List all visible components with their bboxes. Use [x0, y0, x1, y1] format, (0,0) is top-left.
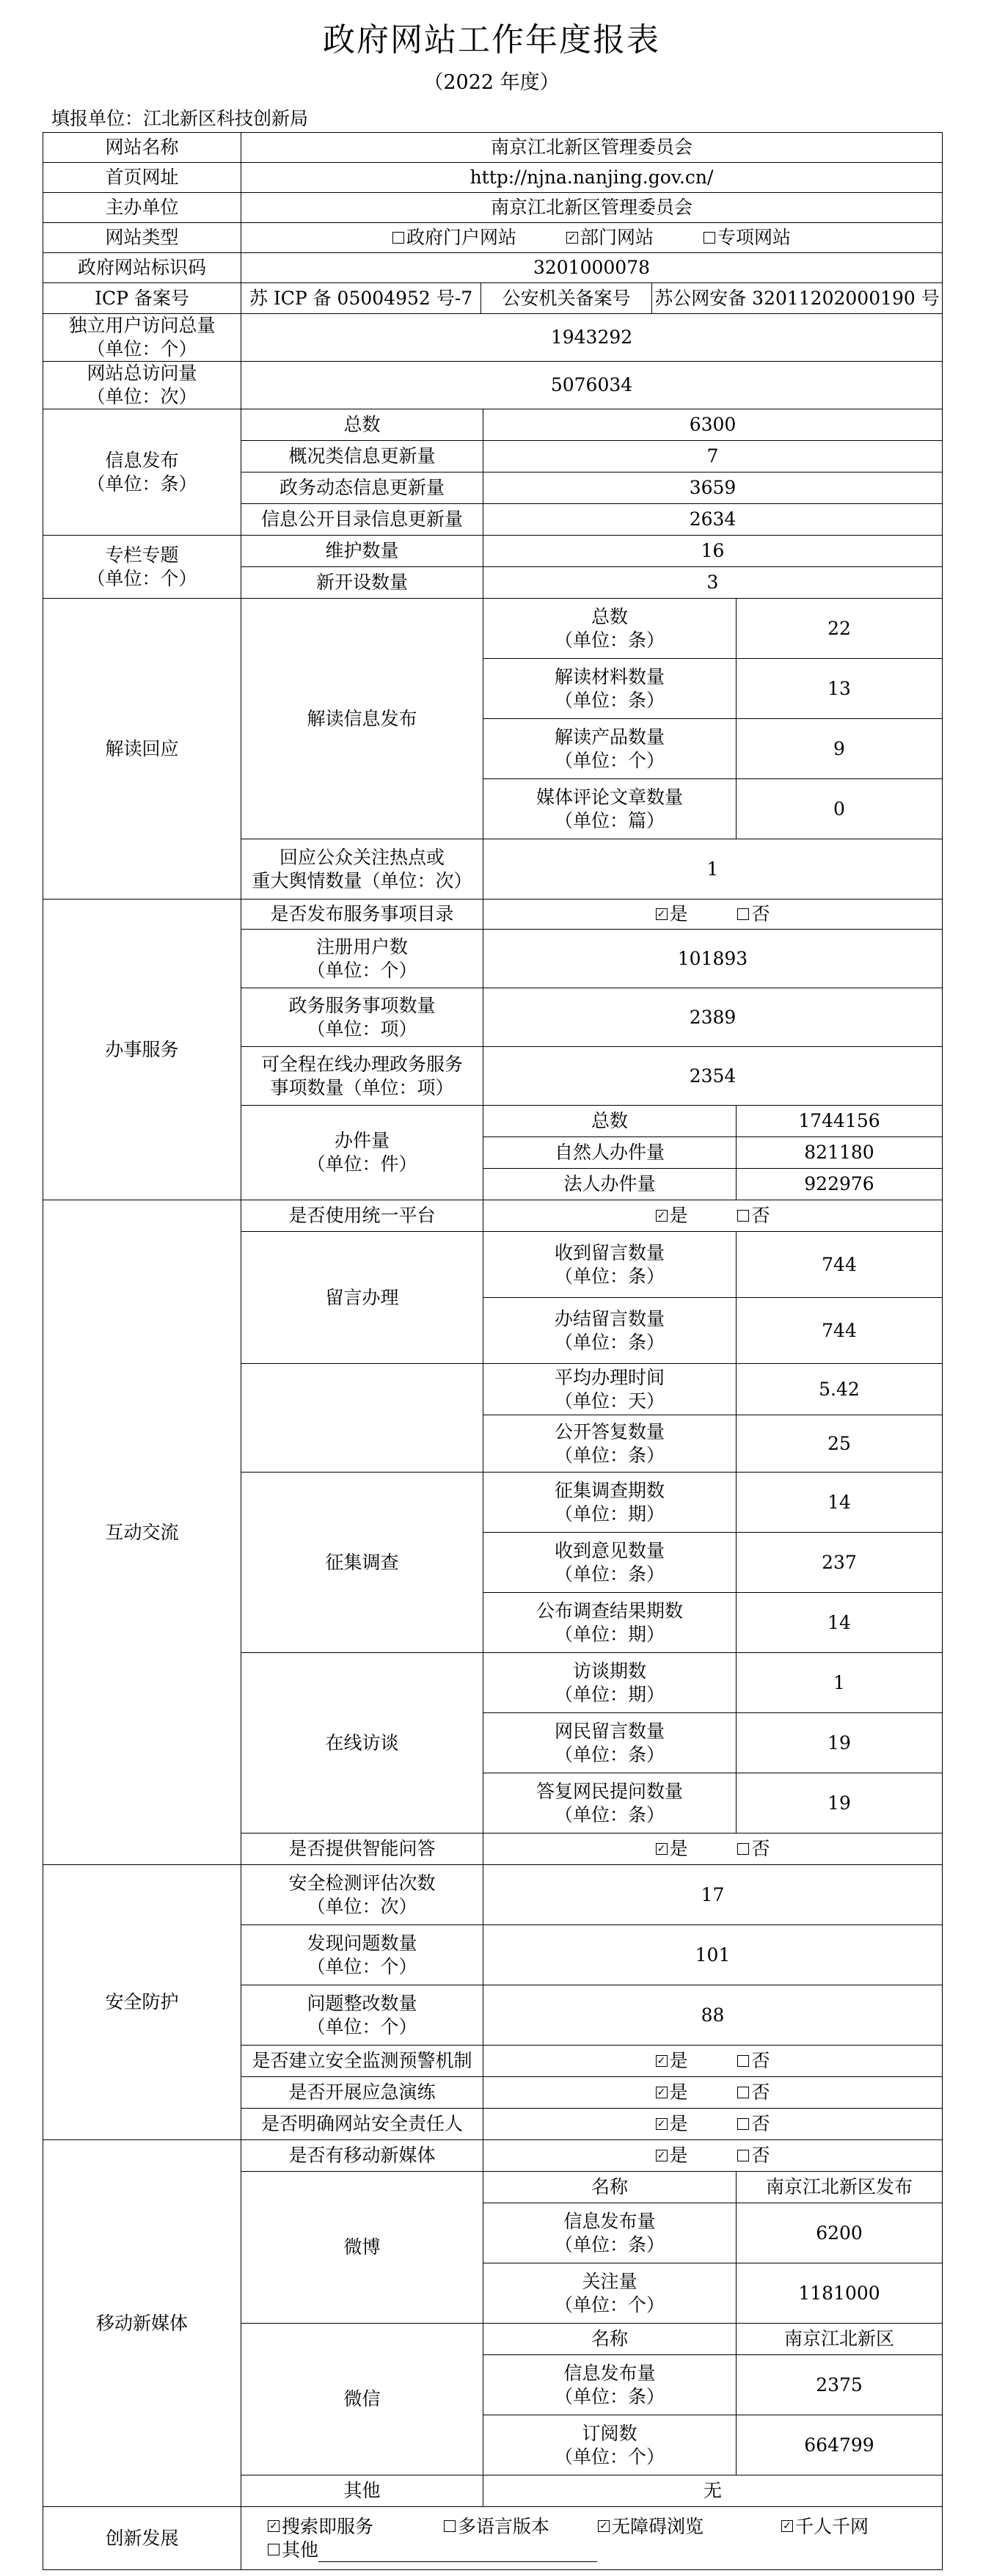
interact-msg-label: 留言办理	[241, 1232, 483, 1364]
media-has-answer: ✓ 是 否	[483, 2140, 943, 2172]
interp-response-label: 回应公众关注热点或 重大舆情数量（单位：次）	[241, 839, 483, 900]
security-drill-label: 是否开展应急演练	[241, 2077, 483, 2109]
interact-survey-row-label: 公布调查结果期数 （单位：期）	[483, 1593, 737, 1653]
interact-section-label: 互动交流	[43, 1200, 241, 1865]
other-underline	[318, 2547, 597, 2562]
checkbox-icon	[737, 2087, 749, 2098]
interact-survey-row-label: 收到意见数量 （单位：条）	[483, 1533, 737, 1593]
interact-qa-answer: ✓ 是 否	[483, 1834, 943, 1865]
interp-row-label: 总数 （单位：条）	[483, 599, 737, 659]
interact-survey-label: 征集调查	[241, 1473, 483, 1653]
info-row-value: 2634	[483, 504, 943, 536]
interact-msg-row-value: 25	[737, 1415, 943, 1473]
info-row-label: 总数	[241, 409, 483, 441]
interact-qa-label: 是否提供智能问答	[241, 1834, 483, 1865]
column-row-label: 新开设数量	[241, 567, 483, 599]
checkbox-icon	[444, 2520, 456, 2532]
security-row-label: 发现问题数量 （单位：个）	[241, 1925, 483, 1985]
filler-unit: 填报单位：江北新区科技创新局	[51, 108, 309, 129]
service-handle-row-label: 总数	[483, 1106, 737, 1137]
service-items-label: 政务服务事项数量 （单位：项）	[241, 988, 483, 1047]
media-wechat-label: 微信	[241, 2324, 483, 2475]
interact-msg-row-label: 公开答复数量 （单位：条）	[483, 1415, 737, 1473]
media-wechat-row-label: 订阅数 （单位：个）	[483, 2415, 737, 2475]
checkbox-checked-icon: ✓	[656, 908, 668, 920]
column-row-value: 3	[483, 567, 943, 599]
innovation-section-label: 创新发展	[43, 2507, 241, 2570]
service-handle-row-value: 821180	[737, 1137, 943, 1169]
checkbox-checked-icon: ✓	[781, 2520, 793, 2532]
column-section-label: 专栏专题 （单位：个）	[43, 536, 241, 599]
column-row-label: 维护数量	[241, 536, 483, 567]
police-number: 苏公网安备 32011202000190 号	[654, 287, 940, 309]
security-row-value: 101	[483, 1925, 943, 1985]
interact-msg-row-value: 744	[737, 1298, 943, 1364]
site-type-options: 政府门户网站 ✓ 部门网站 专项网站	[241, 223, 943, 253]
host: 南京江北新区管理委员会	[241, 193, 943, 223]
site-code: 3201000078	[241, 253, 943, 283]
info-row-value: 3659	[483, 472, 943, 504]
checkbox-icon	[268, 2544, 279, 2555]
report-title: 政府网站工作年度报表	[323, 21, 660, 59]
checkbox-checked-icon: ✓	[656, 1843, 668, 1855]
checkbox-checked-icon: ✓	[656, 2150, 668, 2161]
interact-msg-row-value: 5.42	[737, 1364, 943, 1415]
media-weibo-row-value: 6200	[737, 2203, 943, 2263]
site-type-label: 网站类型	[43, 223, 241, 253]
security-row-label: 安全检测评估次数 （单位：次）	[241, 1865, 483, 1925]
security-section-label: 安全防护	[43, 1865, 241, 2140]
media-weibo-row-value: 1181000	[737, 2263, 943, 2324]
interact-msg-blank	[241, 1364, 483, 1473]
interp-row-label: 解读材料数量 （单位：条）	[483, 659, 737, 719]
site-name: 南京江北新区管理委员会	[241, 133, 943, 163]
checkbox-checked-icon: ✓	[656, 2118, 668, 2130]
interact-talk-row-value: 19	[737, 1713, 943, 1773]
home-url-label: 首页网址	[43, 163, 241, 193]
interp-section-label: 解读回应	[43, 599, 241, 900]
info-row-value: 6300	[483, 409, 943, 441]
home-url: http://njna.nanjing.gov.cn/	[241, 163, 943, 193]
media-weibo-row-label: 信息发布量 （单位：条）	[483, 2203, 737, 2263]
host-label: 主办单位	[43, 193, 241, 223]
checkbox-icon	[737, 1843, 749, 1855]
interact-platform-label: 是否使用统一平台	[241, 1200, 483, 1232]
checkbox-checked-icon: ✓	[656, 2087, 668, 2098]
media-other-value: 无	[483, 2475, 943, 2507]
interact-survey-row-value: 237	[737, 1533, 943, 1593]
interact-talk-row-label: 答复网民提问数量 （单位：条）	[483, 1773, 737, 1834]
site-name-label: 网站名称	[43, 133, 241, 163]
security-monitor-label: 是否建立安全监测预警机制	[241, 2046, 483, 2077]
checkbox-icon	[737, 1210, 749, 1222]
media-weibo-name-label: 名称	[483, 2172, 737, 2203]
media-has-label: 是否有移动新媒体	[241, 2140, 483, 2172]
media-weibo-label: 微博	[241, 2172, 483, 2324]
info-row-label: 信息公开目录信息更新量	[241, 504, 483, 536]
interact-talk-row-value: 19	[737, 1773, 943, 1834]
column-row-value: 16	[483, 536, 943, 567]
interp-row-label: 解读产品数量 （单位：个）	[483, 719, 737, 779]
media-weibo-name: 南京江北新区发布	[737, 2172, 943, 2203]
interact-talk-row-value: 1	[737, 1653, 943, 1713]
service-catalog-answer: ✓ 是 否	[483, 900, 943, 930]
security-monitor-answer: ✓ 是 否	[483, 2046, 943, 2077]
media-other-label: 其他	[241, 2475, 483, 2507]
security-drill-answer: ✓ 是 否	[483, 2077, 943, 2109]
checkbox-checked-icon: ✓	[598, 2520, 610, 2532]
interp-row-value: 9	[737, 719, 943, 779]
service-catalog-label: 是否发布服务事项目录	[241, 900, 483, 930]
interact-survey-row-value: 14	[737, 1473, 943, 1533]
media-weibo-row-label: 关注量 （单位：个）	[483, 2263, 737, 2324]
checkbox-checked-icon: ✓	[656, 1210, 668, 1222]
service-handle-row-value: 922976	[737, 1169, 943, 1200]
media-wechat-name: 南京江北新区	[737, 2324, 943, 2355]
security-row-value: 88	[483, 1985, 943, 2046]
media-section-label: 移动新媒体	[43, 2140, 241, 2507]
police-label: 公安机关备案号	[481, 283, 652, 313]
interact-msg-row-label: 办结留言数量 （单位：条）	[483, 1298, 737, 1364]
site-code-label: 政府网站标识码	[43, 253, 241, 283]
interact-survey-row-value: 14	[737, 1593, 943, 1653]
checkbox-icon	[737, 2118, 749, 2130]
service-handle-row-label: 自然人办件量	[483, 1137, 737, 1169]
uv-value: 1943292	[241, 314, 943, 362]
interact-talk-row-label: 访谈期数 （单位：期）	[483, 1653, 737, 1713]
interp-row-value: 13	[737, 659, 943, 719]
checkbox-checked-icon: ✓	[268, 2520, 279, 2532]
interact-survey-row-label: 征集调查期数 （单位：期）	[483, 1473, 737, 1533]
service-online-label: 可全程在线办理政务服务 事项数量（单位：项）	[241, 1047, 483, 1106]
checkbox-checked-icon: ✓	[566, 232, 578, 244]
service-items-value: 2389	[483, 988, 943, 1047]
checkbox-icon	[737, 908, 749, 920]
service-section-label: 办事服务	[43, 900, 241, 1200]
interp-row-value: 0	[737, 779, 943, 839]
service-handle-row-label: 法人办件量	[483, 1169, 737, 1200]
service-online-value: 2354	[483, 1047, 943, 1106]
service-handle-label: 办件量 （单位：件）	[241, 1106, 483, 1200]
interp-sub-label: 解读信息发布	[241, 599, 483, 839]
security-row-label: 问题整改数量 （单位：个）	[241, 1985, 483, 2046]
interact-platform-answer: ✓ 是 否	[483, 1200, 943, 1232]
pv-label: 网站总访问量 （单位：次）	[43, 362, 241, 409]
interp-row-value: 22	[737, 599, 943, 659]
info-row-value: 7	[483, 441, 943, 472]
media-wechat-name-label: 名称	[483, 2324, 737, 2355]
report-table	[43, 132, 943, 2570]
service-handle-row-value: 1744156	[737, 1106, 943, 1137]
media-wechat-row-value: 664799	[737, 2415, 943, 2475]
service-users-value: 101893	[483, 930, 943, 988]
report-year: （2022 年度）	[423, 71, 560, 94]
security-owner-label: 是否明确网站安全责任人	[241, 2109, 483, 2140]
interact-talk-row-label: 网民留言数量 （单位：条）	[483, 1713, 737, 1773]
interp-row-label: 媒体评论文章数量 （单位：篇）	[483, 779, 737, 839]
icp-number: 苏 ICP 备 05004952 号-7	[241, 283, 481, 313]
security-owner-answer: ✓ 是 否	[483, 2109, 943, 2140]
info-section-label: 信息发布 （单位：条）	[43, 409, 241, 536]
uv-label: 独立用户访问总量 （单位：个）	[43, 314, 241, 362]
checkbox-icon	[704, 232, 715, 244]
checkbox-icon	[737, 2150, 749, 2161]
media-wechat-row-value: 2375	[737, 2355, 943, 2415]
pv-value: 5076034	[241, 362, 943, 409]
security-row-value: 17	[483, 1865, 943, 1925]
checkbox-icon	[737, 2055, 749, 2067]
info-row-label: 政务动态信息更新量	[241, 472, 483, 504]
info-row-label: 概况类信息更新量	[241, 441, 483, 472]
interact-msg-row-value: 744	[737, 1232, 943, 1298]
innovation-options: ✓ 搜索即服务 多语言版本 ✓ 无障碍浏览 ✓ 千人千网 其他	[241, 2507, 943, 2570]
checkbox-icon	[392, 232, 404, 244]
interact-talk-label: 在线访谈	[241, 1653, 483, 1834]
service-users-label: 注册用户数 （单位：个）	[241, 930, 483, 988]
checkbox-checked-icon: ✓	[656, 2055, 668, 2067]
interp-response-value: 1	[483, 839, 943, 900]
media-wechat-row-label: 信息发布量 （单位：条）	[483, 2355, 737, 2415]
interact-msg-row-label: 平均办理时间 （单位：天）	[483, 1364, 737, 1415]
icp-label: ICP 备案号	[43, 283, 241, 314]
interact-msg-row-label: 收到留言数量 （单位：条）	[483, 1232, 737, 1298]
